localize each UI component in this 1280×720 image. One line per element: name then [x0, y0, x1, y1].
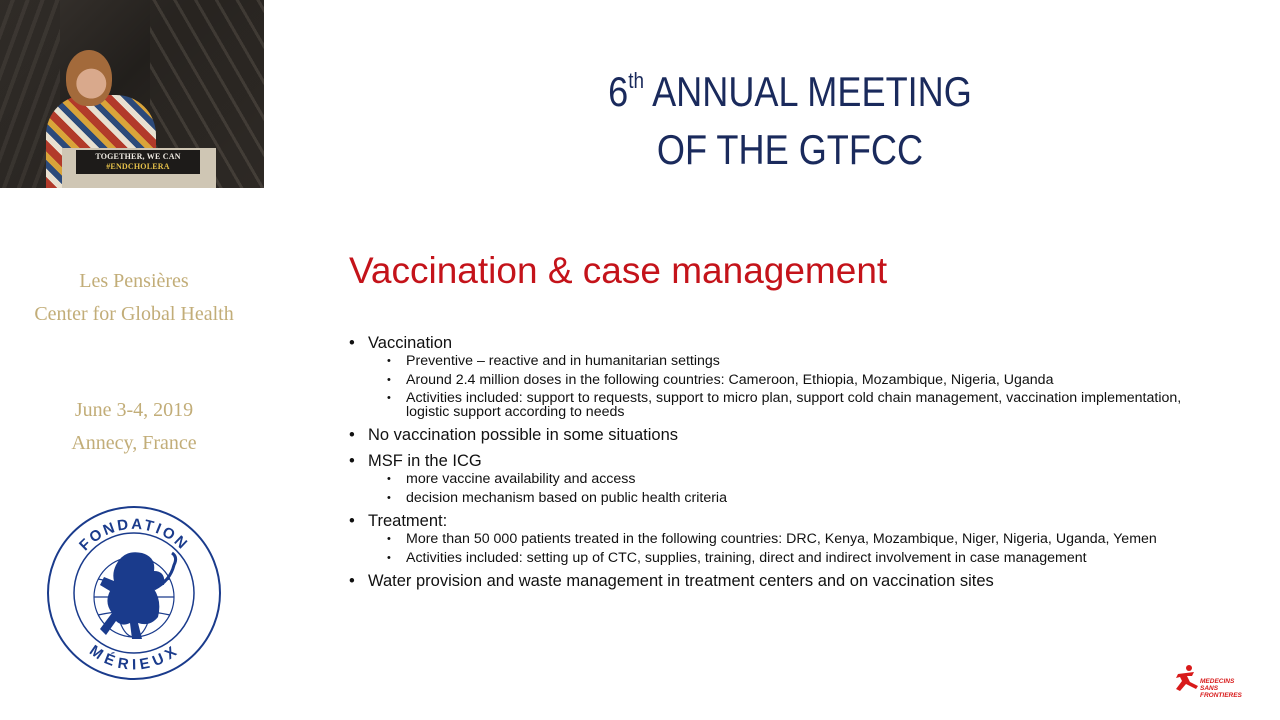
- venue-name: Les Pensières: [79, 270, 189, 292]
- sub-bullet-list: [368, 473, 1209, 505]
- bullet-text: No vaccination possible in some situations: [368, 426, 678, 444]
- sub-bullet-list: [368, 533, 1209, 565]
- svg-text:FONDATION: [76, 516, 192, 554]
- speaker-head: [66, 50, 112, 106]
- sub-bullet-item: • Preventive – reactive and in humanitarian settings: [368, 355, 1209, 369]
- msf-running-man-icon: [1172, 664, 1202, 694]
- sub-bullet-item: • decision mechanism based on public health criteria: [368, 492, 1209, 506]
- podium-sign-line2: #ENDCHOLERA: [106, 162, 170, 171]
- bullet-text: Treatment:: [368, 512, 448, 530]
- fondation-merieux-logo: [46, 505, 222, 681]
- msf-text-line2: SANS FRONTIERES: [1200, 685, 1242, 699]
- logo-top-text: FONDATION: [75, 515, 192, 555]
- sub-bullet-item: • More than 50 000 patients treated in the following countries: DRC, Kenya, Mozambique, Niger, Nigeria, Uganda, Yemen: [368, 533, 1209, 547]
- meeting-title-line1: [575, 52, 1005, 121]
- event-dates: June 3-4, 2019: [74, 399, 194, 421]
- meeting-number: 6: [608, 68, 629, 115]
- bullet-item: [349, 572, 1209, 591]
- bullet-item: [349, 426, 1209, 445]
- meeting-title-line2: OF THE GTFCC: [656, 126, 924, 173]
- meeting-title: [575, 52, 1005, 179]
- msf-text-line1: MEDECINS: [1200, 678, 1235, 685]
- bullet-text: MSF in the ICG: [368, 452, 482, 470]
- sub-bullet-item: • more vaccine availability and access: [368, 473, 1209, 487]
- event-location: Annecy, France: [71, 432, 197, 454]
- bullet-item: [349, 452, 1209, 505]
- bullet-item: [349, 334, 1209, 419]
- venue-block: [0, 265, 268, 331]
- msf-text: [1200, 678, 1252, 699]
- lion-icon: [100, 552, 176, 639]
- sub-bullet-item: • Activities included: support to requests, support to micro plan, support cold chain management, vaccination implementation, logistic support according to needs: [368, 392, 1209, 419]
- svg-text:MÉRIEUX: [86, 642, 182, 674]
- msf-logo: [1172, 664, 1252, 699]
- sub-bullet-list: [368, 355, 1209, 419]
- slide-heading: Vaccination & case management: [349, 250, 888, 291]
- speaker-video: [0, 0, 264, 188]
- meeting-number-suffix: th: [628, 68, 645, 93]
- podium-sign-line1: TOGETHER, WE CAN: [95, 152, 181, 161]
- slide-bullet-list: [349, 334, 1209, 598]
- sub-bullet-item: • Activities included: setting up of CTC, supplies, training, direct and indirect involvement in case management: [368, 552, 1209, 566]
- podium-sign: [76, 150, 200, 174]
- meeting-title-text1: ANNUAL MEETING: [652, 68, 972, 115]
- bullet-item: [349, 512, 1209, 565]
- date-location-block: [0, 394, 268, 460]
- bullet-text: Vaccination: [368, 334, 453, 352]
- venue-center: Center for Global Health: [34, 303, 234, 325]
- bullet-text: Water provision and waste management in treatment centers and on vaccination sites: [368, 572, 994, 590]
- sub-bullet-item: • Around 2.4 million doses in the following countries: Cameroon, Ethiopia, Mozambique, Nigeria, Uganda: [368, 374, 1209, 388]
- logo-bottom-text: MÉRIEUX: [86, 641, 182, 674]
